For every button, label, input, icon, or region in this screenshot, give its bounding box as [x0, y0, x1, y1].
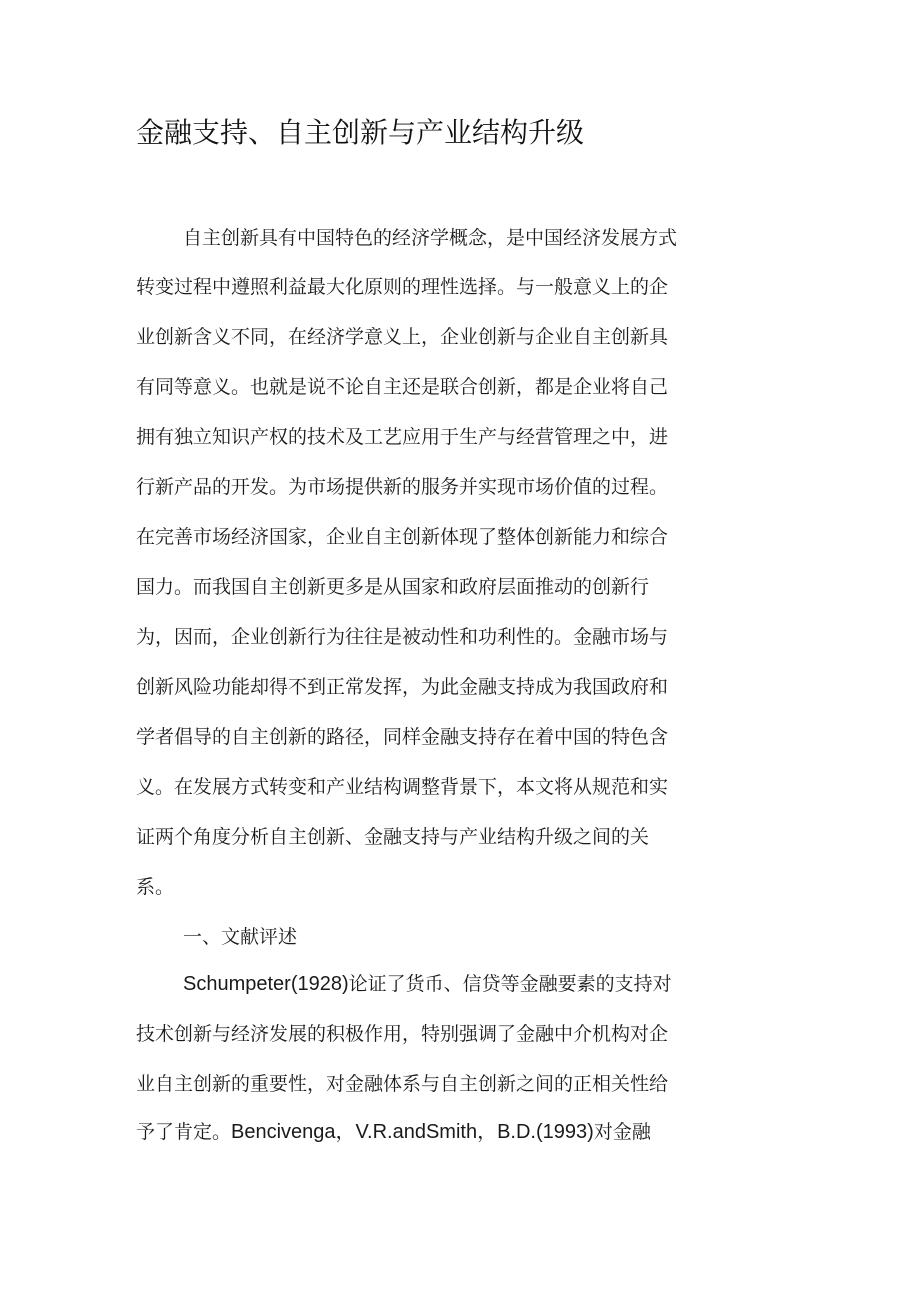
paragraph-line: 在完善市场经济国家，企业自主创新体现了整体创新能力和综合 [136, 526, 669, 548]
paragraph-line: 国力。而我国自主创新更多是从国家和政府层面推动的创新行 [136, 576, 650, 598]
paragraph-text: 论证了货币、信贷等金融要素的支持对 [348, 973, 672, 995]
paragraph-line: 业自主创新的重要性，对金融体系与自主创新之间的正相关性给 [136, 1073, 669, 1095]
paragraph-line [136, 1120, 651, 1144]
paragraph-line: 义。在发展方式转变和产业结构调整背景下，本文将从规范和实 [136, 776, 669, 798]
paragraph-line: 创新风险功能却得不到正常发挥，为此金融支持成为我国政府和 [136, 676, 669, 698]
section-heading: 一、文献评述 [183, 926, 298, 948]
paragraph-line [183, 972, 672, 996]
paragraph-line: 自主创新具有中国特色的经济学概念，是中国经济发展方式 [183, 227, 678, 249]
paragraph-line: 转变过程中遵照利益最大化原则的理性选择。与一般意义上的企 [136, 276, 669, 298]
document-title: 金融支持、自主创新与产业结构升级 [136, 116, 585, 149]
paragraph-line: 有同等意义。也就是说不论自主还是联合创新，都是企业将自己 [136, 376, 669, 398]
paragraph-line: 行新产品的开发。为市场提供新的服务并实现市场价值的过程。 [136, 476, 669, 498]
citation-schumpeter: Schumpeter(1928) [183, 973, 349, 995]
paragraph-line: 学者倡导的自主创新的路径，同样金融支持存在着中国的特色含 [136, 726, 669, 748]
paragraph-line: 技术创新与经济发展的积极作用，特别强调了金融中介机构对企 [136, 1023, 669, 1045]
paragraph-text: 对金融 [593, 1121, 651, 1143]
paragraph-line: 证两个角度分析自主创新、金融支持与产业结构升级之间的关 [136, 826, 650, 848]
paragraph-text: 予了肯定。 [136, 1121, 232, 1143]
paragraph-line: 拥有独立知识产权的技术及工艺应用于生产与经营管理之中，进 [136, 426, 669, 448]
citation-bencivenga: Bencivenga，V.R.andSmith，B.D.(1993) [231, 1121, 594, 1143]
paragraph-line: 系。 [136, 876, 175, 898]
paragraph-line: 业创新含义不同，在经济学意义上，企业创新与企业自主创新具 [136, 326, 669, 348]
paragraph-line: 为，因而，企业创新行为往往是被动性和功利性的。金融市场与 [136, 626, 669, 648]
